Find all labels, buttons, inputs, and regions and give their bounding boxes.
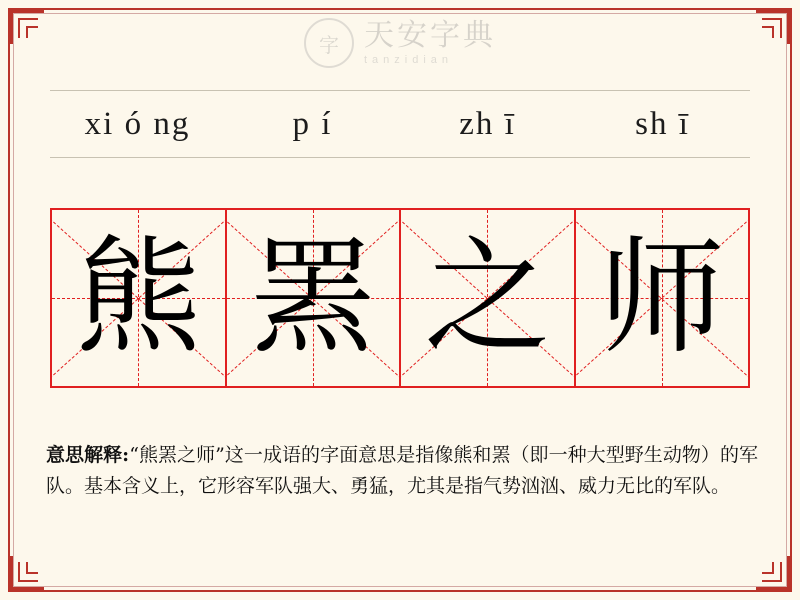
character-cell-2 — [227, 210, 402, 386]
character-cell-3 — [401, 210, 576, 386]
character-cell-1 — [52, 210, 227, 386]
corner-ornament-bottom-right — [756, 556, 790, 590]
definition-label: 意思解释: — [46, 444, 130, 466]
pinyin-cell-2: p í — [292, 105, 333, 142]
pinyin-row — [50, 90, 750, 158]
definition-block — [46, 440, 758, 502]
brand-name-en: tanzidian — [364, 53, 454, 66]
corner-ornament-bottom-left — [10, 556, 44, 590]
brand-name-cn: 天安字典 — [364, 18, 496, 52]
character-cell-4 — [576, 210, 749, 386]
pinyin-cell-1: xi ó ng — [84, 105, 191, 142]
seal-glyph: 字 — [319, 34, 339, 57]
character-grid — [50, 208, 750, 388]
character-glyph: 熊 — [75, 224, 202, 371]
character-glyph: 罴 — [249, 224, 376, 371]
character-glyph: 师 — [598, 224, 725, 371]
watermark-brand — [0, 18, 800, 68]
brand-text — [364, 18, 496, 66]
seal-icon — [304, 18, 354, 68]
definition-text: “熊罴之师”这一成语的字面意思是指像熊和罴（即一种大型野生动物）的军队。基本含义上，它形容军队强大、勇猛，尤其是指气势汹汹、威力无比的军队。 — [46, 444, 758, 497]
pinyin-cell-3: zh ī — [459, 105, 516, 142]
character-glyph: 之 — [424, 224, 551, 371]
pinyin-cell-4: sh ī — [635, 105, 690, 142]
